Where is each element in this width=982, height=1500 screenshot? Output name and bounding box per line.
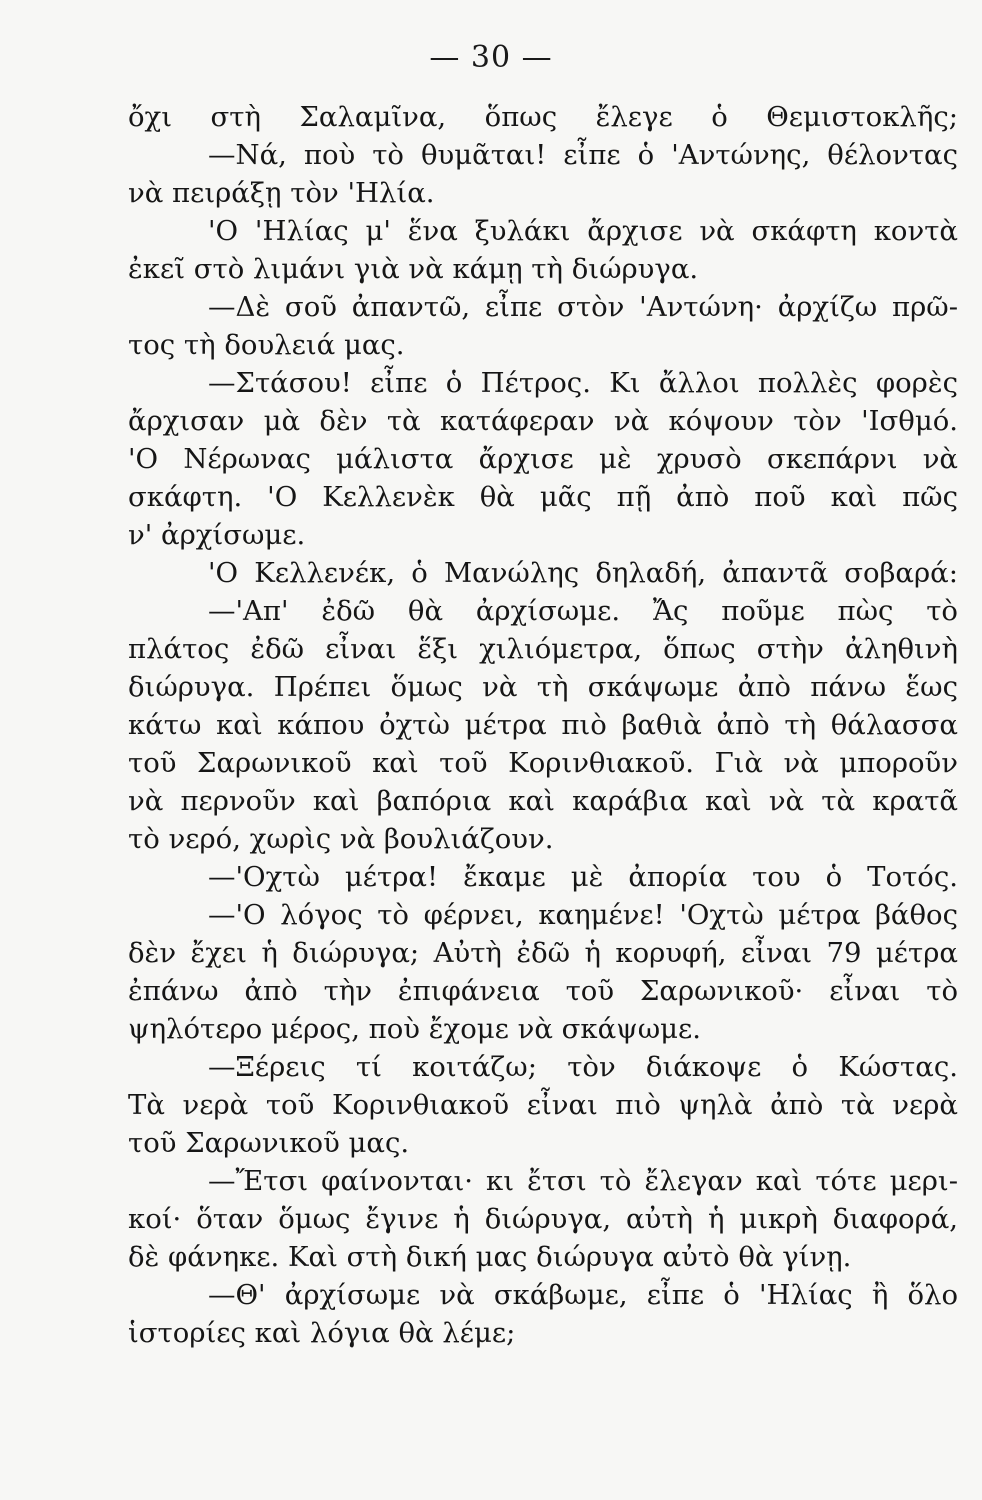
text-line: —Ἔτσι φαίνονται· κι ἔτσι τὸ ἔλεγαν καὶ τότε μερι- xyxy=(208,1165,958,1197)
text-line: —Θ' ἀρχίσωμε νὰ σκάβωμε, εἶπε ὁ 'Ηλίας ἢ ὅλο xyxy=(208,1279,958,1311)
text-line: —Ξέρεις τί κοιτάζω; τὸν διάκοψε ὁ Κώστας. xyxy=(208,1051,958,1083)
text-line: 'Ο 'Ηλίας μ' ἕνα ξυλάκι ἄρχισε νὰ σκάφτη κοντὰ xyxy=(208,215,958,247)
text-line: Τὰ νερὰ τοῦ Κορινθιακοῦ εἶναι πιὸ ψηλὰ ἀπὸ τὰ νερὰ xyxy=(128,1089,958,1121)
text-line: τοῦ Σαρωνικοῦ καὶ τοῦ Κορινθιακοῦ. Γιὰ νὰ μποροῦν xyxy=(128,747,958,779)
text-line: ψηλότερο μέρος, ποὺ ἔχομε νὰ σκάψωμε. xyxy=(128,1013,702,1045)
text-line: πλάτος ἐδῶ εἶναι ἕξι χιλιόμετρα, ὅπως στὴν ἀληθινὴ xyxy=(128,633,958,665)
text-line: τος τὴ δουλειά μας. xyxy=(128,329,405,361)
text-line: —'Οχτὼ μέτρα! ἔκαμε μὲ ἀπορία του ὁ Τοτός. xyxy=(208,861,958,893)
text-line: ἐπάνω ἀπὸ τὴν ἐπιφάνεια τοῦ Σαρωνικοῦ· εἶναι τὸ xyxy=(128,975,958,1007)
text-line: —Δὲ σοῦ ἀπαντῶ, εἶπε στὸν 'Αντώνη· ἀρχίζω πρῶ- xyxy=(208,291,958,323)
text-line: ἐκεῖ στὸ λιμάνι γιὰ νὰ κάμῃ τὴ διώρυγα. xyxy=(128,253,699,285)
text-line: 'Ο Νέρωνας μάλιστα ἄρχισε μὲ χρυσὸ σκεπάρνι νὰ xyxy=(128,443,958,475)
text-line: τοῦ Σαρωνικοῦ μας. xyxy=(128,1127,410,1159)
text-line: ἱστορίες καὶ λόγια θὰ λέμε; xyxy=(128,1317,516,1349)
text-line: —Στάσου! εἶπε ὁ Πέτρος. Κι ἄλλοι πολλὲς φορὲς xyxy=(208,367,958,399)
text-line: κάτω καὶ κάπου ὀχτὼ μέτρα πιὸ βαθιὰ ἀπὸ τὴ θάλασσα xyxy=(128,709,958,741)
text-line: δὲ φάνηκε. Καὶ στὴ δική μας διώρυγα αὐτὸ θὰ γίνῃ. xyxy=(128,1241,852,1273)
text-line: —Νά, ποὺ τὸ θυμᾶται! εἶπε ὁ 'Αντώνης, θέλοντας xyxy=(208,139,958,171)
text-line: —'Ο λόγος τὸ φέρνει, καημένε! 'Οχτὼ μέτρα βάθος xyxy=(208,899,958,931)
text-line: ἄρχισαν μὰ δὲν τὰ κατάφεραν νὰ κόψουν τὸν 'Ισθμό. xyxy=(128,405,958,437)
page-number: — 30 — xyxy=(429,40,553,75)
text-line: κοί· ὅταν ὅμως ἔγινε ἡ διώρυγα, αὐτὴ ἡ μικρὴ διαφορά, xyxy=(128,1203,958,1235)
text-line: —'Απ' ἐδῶ θὰ ἀρχίσωμε. Ἄς ποῦμε πὼς τὸ xyxy=(208,595,958,627)
text-line: διώρυγα. Πρέπει ὅμως νὰ τὴ σκάψωμε ἀπὸ πάνω ἕως xyxy=(128,671,958,703)
text-line: ν' ἀρχίσωμε. xyxy=(128,519,306,551)
text-line: 'Ο Κελλενέκ, ὁ Μανώλης δηλαδή, ἀπαντᾶ σοβαρά: xyxy=(208,557,958,589)
text-line: τὸ νερό, χωρὶς νὰ βουλιάζουν. xyxy=(128,823,554,855)
body-text xyxy=(128,98,958,1352)
text-line: σκάφτη. 'Ο Κελλενὲκ θὰ μᾶς πῇ ἀπὸ ποῦ καὶ πῶς xyxy=(128,481,958,513)
text-line: νὰ πειράξῃ τὸν 'Ηλία. xyxy=(128,177,435,209)
text-line: νὰ περνοῦν καὶ βαπόρια καὶ καράβια καὶ νὰ τὰ κρατᾶ xyxy=(128,785,958,817)
text-line: δὲν ἔχει ἡ διώρυγα; Αὐτὴ ἐδῶ ἡ κορυφή, εἶναι 79 μέτρα xyxy=(128,937,958,969)
text-line: ὄχι στὴ Σαλαμῖνα, ὅπως ἔλεγε ὁ Θεμιστοκλῆς; xyxy=(128,101,958,133)
